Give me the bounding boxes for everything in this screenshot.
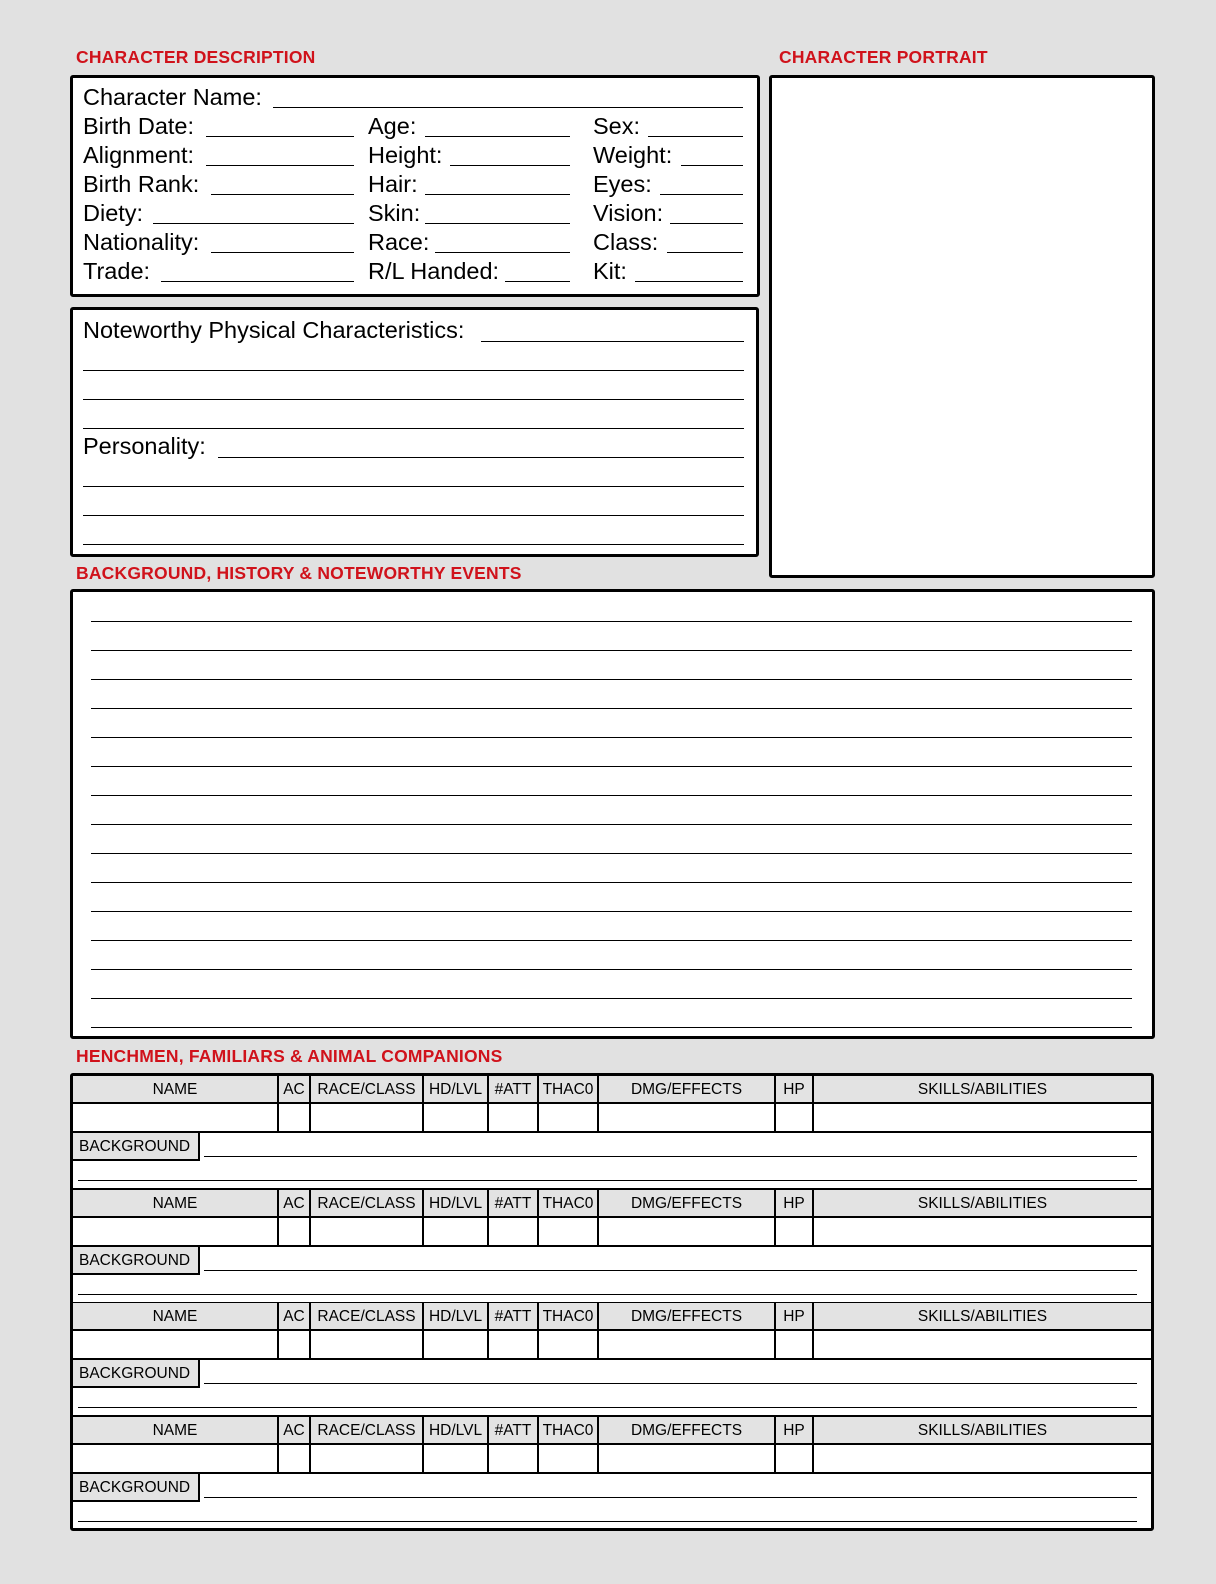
skin-field[interactable] [425,223,570,224]
history-line[interactable] [91,621,1132,622]
rl-handed-field[interactable] [505,281,570,282]
birth-date-label: Birth Date: [83,113,195,139]
column-header-name: NAME [73,1303,279,1329]
cell-race-class[interactable] [311,1218,424,1245]
column-header-att: #ATT [489,1417,539,1443]
column-header-race-class: RACE/CLASS [311,1190,424,1216]
weight-label: Weight: [593,142,673,168]
diety-field[interactable] [153,223,354,224]
henchman-background-line[interactable] [204,1383,1137,1384]
physical-personality-box [70,307,759,557]
character-name-field[interactable] [273,107,743,108]
height-label: Height: [368,142,443,168]
background-history-box [70,589,1155,1039]
trade-field[interactable] [161,281,354,282]
column-header-ac: AC [279,1076,311,1102]
henchman-entry [73,1190,1151,1304]
henchman-background-label: BACKGROUND [73,1474,200,1502]
henchman-background-label: BACKGROUND [73,1133,200,1161]
history-line[interactable] [91,650,1132,651]
history-line[interactable] [91,853,1132,854]
history-line[interactable] [91,679,1132,680]
column-header-att: #ATT [489,1303,539,1329]
birth-rank-label: Birth Rank: [83,171,200,197]
cell-thac0[interactable] [539,1331,599,1358]
column-header-name: NAME [73,1190,279,1216]
column-header-hp: HP [776,1417,814,1443]
henchman-entry [73,1303,1151,1417]
column-header-skills-abilities: SKILLS/ABILITIES [917,1194,1048,1212]
henchman-data-row [73,1331,1151,1360]
character-description-box [70,75,760,297]
cell-ac[interactable] [279,1104,311,1131]
column-header-race-class: RACE/CLASS [311,1076,424,1102]
henchmen-table [70,1073,1154,1531]
henchman-background-line[interactable] [78,1521,1137,1522]
henchman-data-row [73,1218,1151,1247]
history-line[interactable] [91,824,1132,825]
history-line[interactable] [91,882,1132,883]
age-field[interactable] [425,136,570,137]
history-line[interactable] [91,998,1132,999]
personality-label: Personality: [83,433,206,459]
column-header-skills-abilities: SKILLS/ABILITIES [917,1308,1048,1325]
henchmen-heading: HENCHMEN, FAMILIARS & ANIMAL COMPANIONS [76,1046,503,1066]
cell-name[interactable] [73,1331,279,1358]
physical-characteristics-label: Noteworthy Physical Characteristics: [83,317,465,343]
personality-line[interactable] [83,486,744,487]
cell-ac[interactable] [279,1445,311,1472]
history-line[interactable] [91,708,1132,709]
kit-field[interactable] [635,281,743,282]
character-portrait-heading: CHARACTER PORTRAIT [779,47,988,67]
sex-label: Sex: [593,113,641,139]
background-history-heading: BACKGROUND, HISTORY & NOTEWORTHY EVENTS [76,563,522,583]
skin-label: Skin: [368,200,421,226]
cell-hd-lvl[interactable] [424,1445,489,1472]
cell-skills-abilities[interactable] [814,1445,1151,1472]
cell-hd-lvl[interactable] [424,1331,489,1358]
cell-att[interactable] [489,1104,539,1131]
personality-line[interactable] [83,544,744,545]
column-header-hd-lvl: HD/LVL [424,1303,489,1329]
history-line[interactable] [91,940,1132,941]
column-header-ac: AC [279,1303,311,1329]
henchman-background-label: BACKGROUND [73,1360,200,1388]
history-line[interactable] [91,737,1132,738]
cell-hp[interactable] [776,1331,814,1358]
cell-dmg-effects[interactable] [599,1445,776,1472]
diety-label: Diety: [83,200,144,226]
henchman-entry [73,1076,1151,1190]
cell-skills-abilities[interactable] [814,1331,1151,1358]
column-header-thac0: THAC0 [539,1417,599,1443]
henchman-background-line[interactable] [78,1407,1137,1408]
cell-race-class[interactable] [311,1331,424,1358]
column-header-dmg-effects: DMG/EFFECTS [599,1417,776,1443]
henchman-header-row [73,1417,1151,1445]
henchman-data-row [73,1445,1151,1474]
column-header-dmg-effects: DMG/EFFECTS [599,1190,776,1216]
cell-name[interactable] [73,1445,279,1472]
hair-label: Hair: [368,171,418,197]
column-header-att: #ATT [489,1076,539,1102]
nationality-label: Nationality: [83,229,200,255]
henchman-background-line[interactable] [78,1180,1137,1181]
henchman-background-line[interactable] [78,1294,1137,1295]
personality-line[interactable] [83,515,744,516]
column-header-thac0: THAC0 [539,1076,599,1102]
rl-handed-label: R/L Handed: [368,258,500,284]
kit-label: Kit: [593,258,627,284]
henchman-data-row [73,1104,1151,1133]
cell-dmg-effects[interactable] [599,1104,776,1131]
column-header-hd-lvl: HD/LVL [424,1417,489,1443]
cell-thac0[interactable] [539,1218,599,1245]
cell-thac0[interactable] [539,1104,599,1131]
cell-race-class[interactable] [311,1104,424,1131]
cell-hd-lvl[interactable] [424,1218,489,1245]
cell-hp[interactable] [776,1104,814,1131]
column-header-race-class: RACE/CLASS [311,1303,424,1329]
column-header-hd-lvl: HD/LVL [424,1076,489,1102]
history-line[interactable] [91,766,1132,767]
cell-name[interactable] [73,1104,279,1131]
cell-dmg-effects[interactable] [599,1218,776,1245]
history-line[interactable] [91,911,1132,912]
column-header-name: NAME [73,1076,279,1102]
henchman-entry [73,1417,1151,1531]
column-header-dmg-effects: DMG/EFFECTS [599,1303,776,1329]
weight-field[interactable] [681,165,743,166]
cell-skills-abilities[interactable] [814,1104,1151,1131]
race-field[interactable] [435,252,570,253]
vision-field[interactable] [670,223,743,224]
race-label: Race: [368,229,430,255]
cell-hp[interactable] [776,1445,814,1472]
vision-label: Vision: [593,200,664,226]
column-header-race-class: RACE/CLASS [311,1417,424,1443]
cell-dmg-effects[interactable] [599,1331,776,1358]
henchman-header-row [73,1190,1151,1218]
column-header-thac0: THAC0 [539,1190,599,1216]
birth-date-field[interactable] [206,136,354,137]
cell-skills-abilities[interactable] [814,1218,1151,1245]
cell-att[interactable] [489,1445,539,1472]
sex-field[interactable] [648,136,743,137]
character-portrait-box[interactable] [769,75,1155,578]
henchman-background-line[interactable] [204,1156,1137,1157]
physical-characteristics-field[interactable] [481,341,744,342]
column-header-ac: AC [279,1417,311,1443]
column-header-dmg-effects: DMG/EFFECTS [599,1076,776,1102]
henchman-header-row [73,1303,1151,1331]
cell-hp[interactable] [776,1218,814,1245]
personality-field[interactable] [218,457,744,458]
cell-ac[interactable] [279,1331,311,1358]
alignment-field[interactable] [206,165,354,166]
cell-thac0[interactable] [539,1445,599,1472]
henchman-background-line[interactable] [204,1497,1137,1498]
class-field[interactable] [667,252,743,253]
column-header-skills-abilities: SKILLS/ABILITIES [917,1421,1048,1439]
column-header-hd-lvl: HD/LVL [424,1190,489,1216]
cell-name[interactable] [73,1218,279,1245]
history-line[interactable] [91,795,1132,796]
henchman-background-line[interactable] [204,1270,1137,1271]
height-field[interactable] [450,165,570,166]
physical-characteristics-line[interactable] [83,399,744,400]
class-label: Class: [593,229,659,255]
trade-label: Trade: [83,258,151,284]
eyes-label: Eyes: [593,171,652,197]
column-header-hp: HP [776,1076,814,1102]
physical-characteristics-line[interactable] [83,428,744,429]
age-label: Age: [368,113,417,139]
henchman-background-label: BACKGROUND [73,1247,200,1275]
column-header-hp: HP [776,1190,814,1216]
cell-ac[interactable] [279,1218,311,1245]
history-line[interactable] [91,969,1132,970]
henchman-header-row [73,1076,1151,1104]
physical-characteristics-line[interactable] [83,370,744,371]
column-header-skills-abilities: SKILLS/ABILITIES [917,1081,1048,1098]
eyes-field[interactable] [660,194,743,195]
nationality-field[interactable] [211,252,354,253]
cell-race-class[interactable] [311,1445,424,1472]
birth-rank-field[interactable] [211,194,354,195]
cell-att[interactable] [489,1331,539,1358]
column-header-ac: AC [279,1190,311,1216]
column-header-hp: HP [776,1303,814,1329]
character-description-heading: CHARACTER DESCRIPTION [76,47,316,67]
character-name-label: Character Name: [83,84,262,110]
column-header-att: #ATT [489,1190,539,1216]
hair-field[interactable] [425,194,570,195]
cell-att[interactable] [489,1218,539,1245]
cell-hd-lvl[interactable] [424,1104,489,1131]
column-header-name: NAME [73,1417,279,1443]
column-header-thac0: THAC0 [539,1303,599,1329]
alignment-label: Alignment: [83,142,195,168]
history-line[interactable] [91,1027,1132,1028]
